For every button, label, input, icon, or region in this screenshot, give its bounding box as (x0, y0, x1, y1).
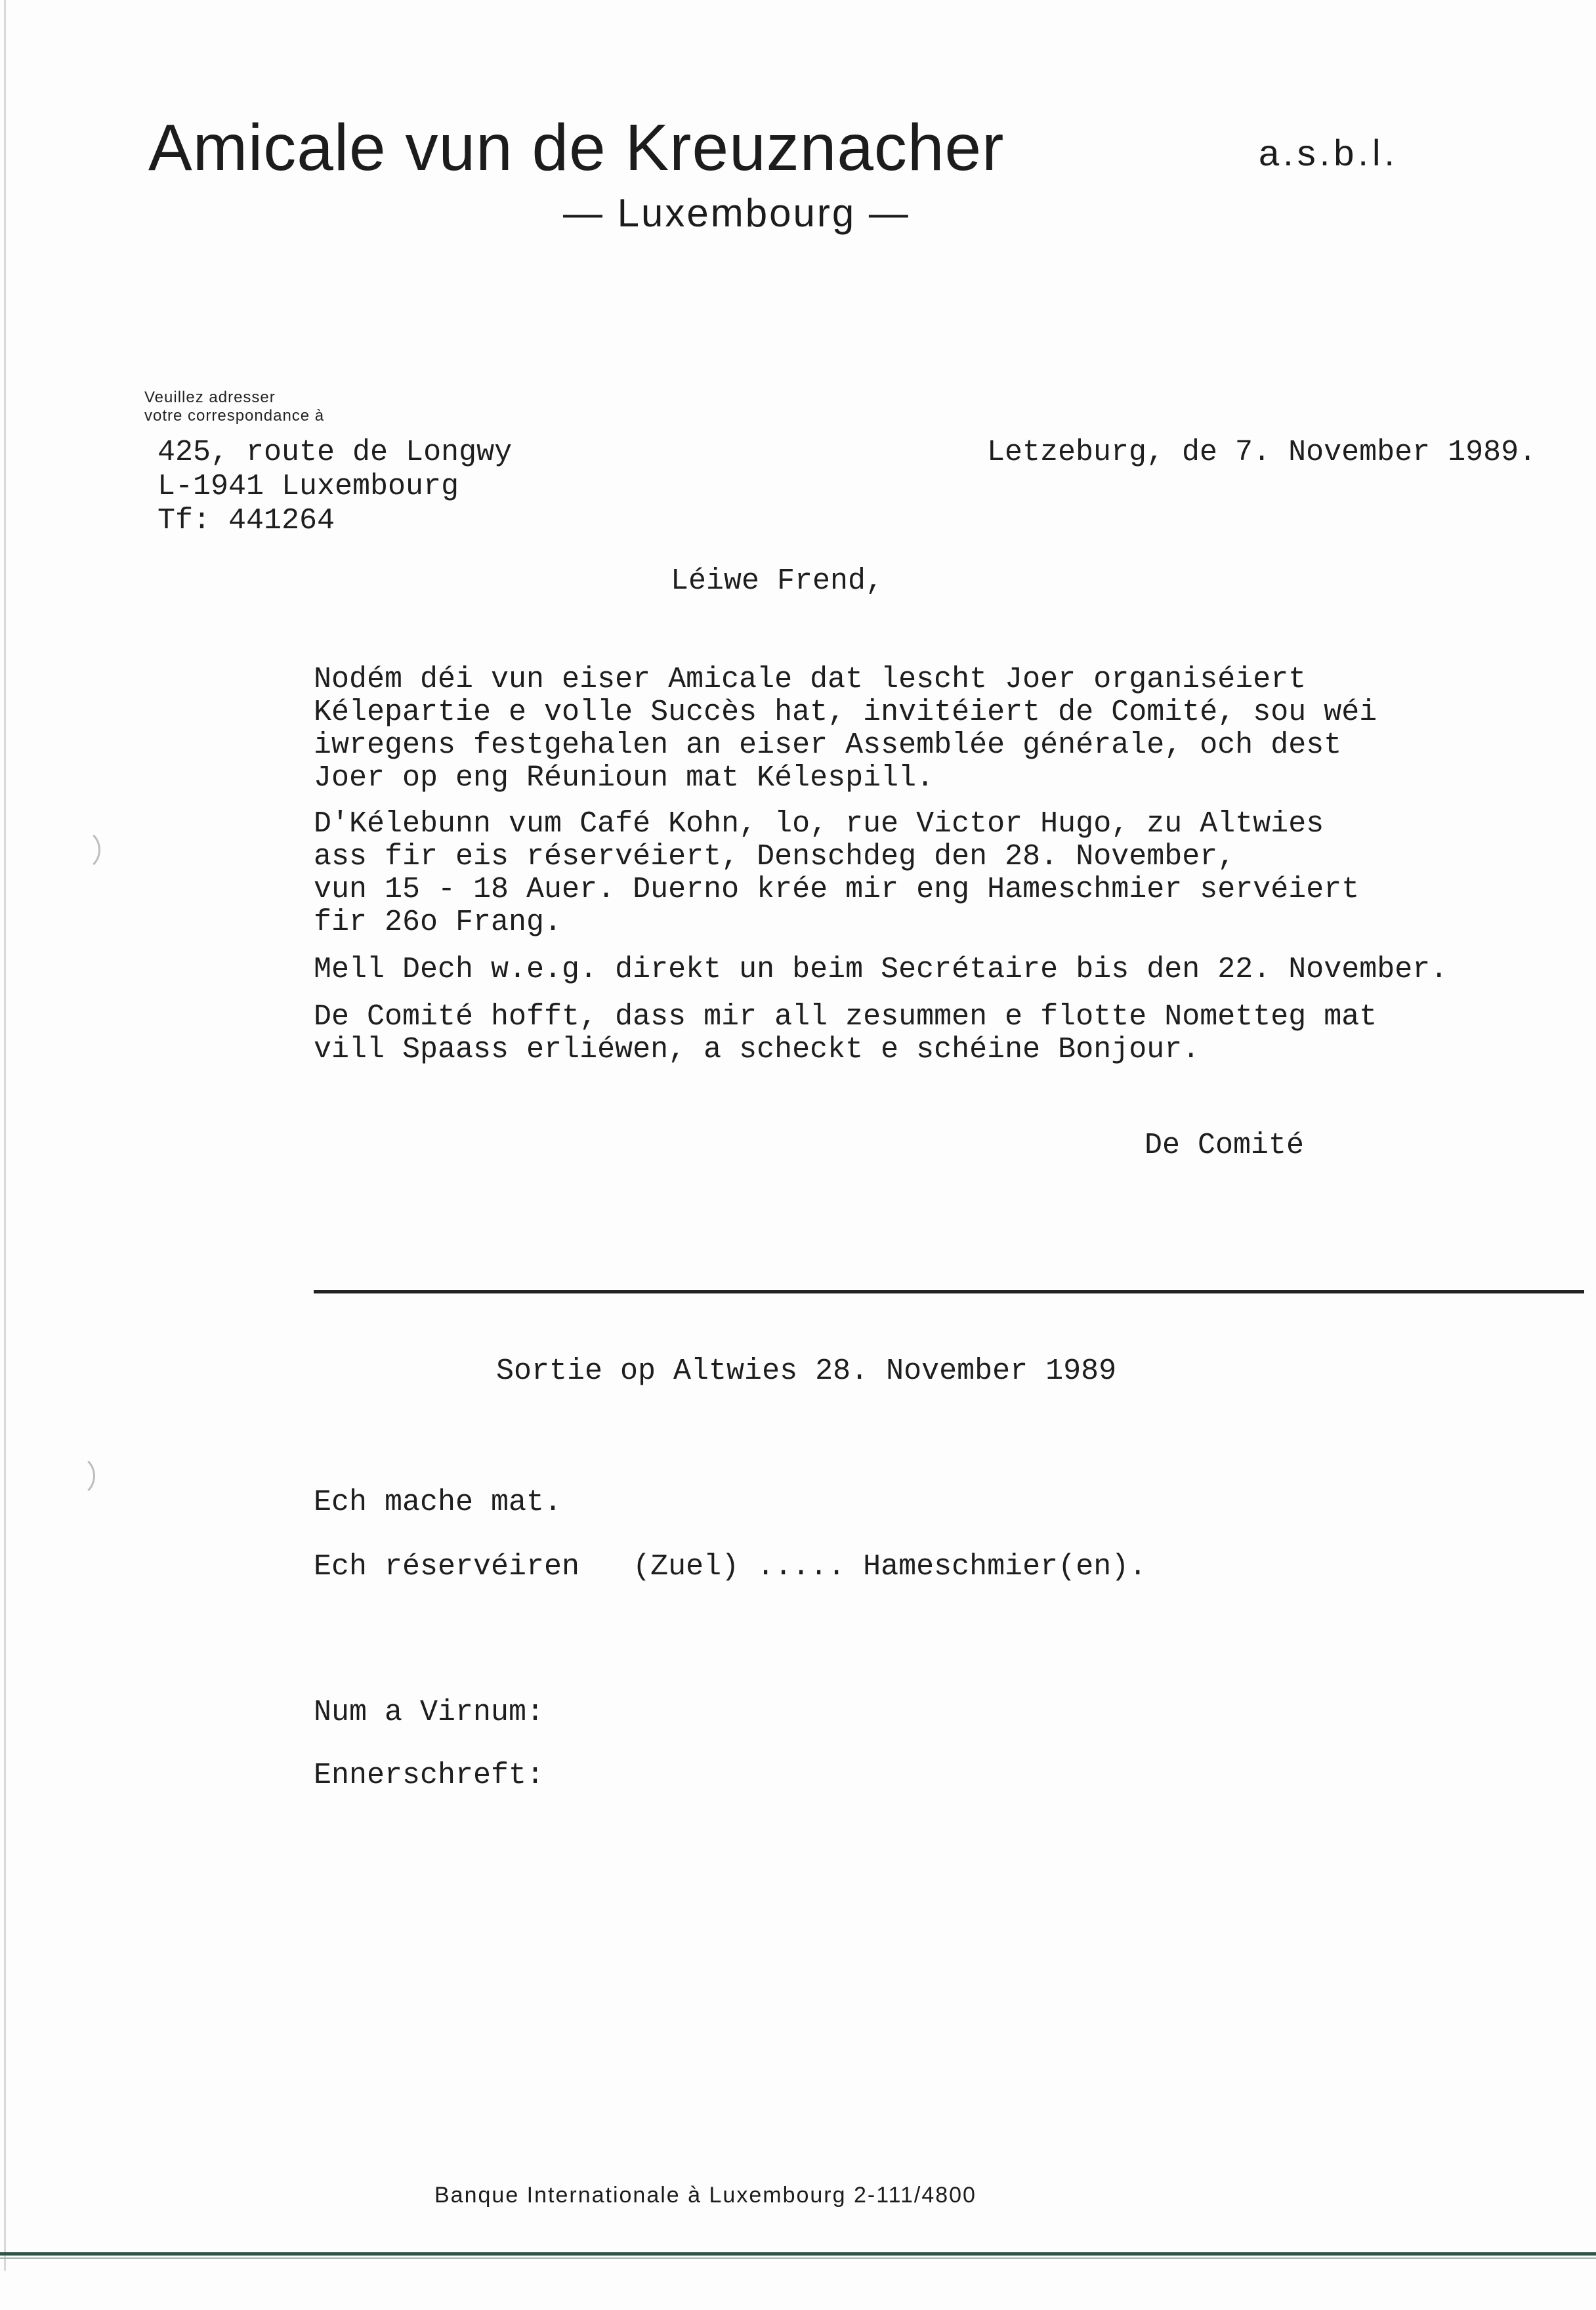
salutation: Léiwe Frend, (671, 564, 884, 598)
name-field-label: Num a Virnum: (314, 1696, 545, 1729)
organization-name: Amicale vun de Kreuznacher (148, 111, 1005, 184)
page-edge-shadow (4, 0, 6, 2271)
reply-form-title: Sortie op Altwies 28. November 1989 (496, 1354, 1117, 1388)
bank-details: Banque Internationale à Luxembourg 2-111/4800 (434, 2183, 976, 2208)
paragraph-1-line: Nodém déi vun eiser Amicale dat lescht Joer organiséiert (314, 663, 1307, 696)
organization-city: — Luxembourg — (563, 191, 910, 235)
paragraph-2-line: fir 26o Frang. (314, 906, 562, 939)
paragraph-1-line: Joer op eng Réunioun mat Kélespill. (314, 761, 934, 795)
paragraph-4-line: De Comité hofft, dass mir all zesummen e flotte Nometteg mat (314, 1000, 1377, 1034)
paragraph-1-line: iwregens festgehalen an eiser Assemblée générale, och dest (314, 728, 1342, 762)
address-phone: Tf: 441264 (158, 504, 335, 537)
address-street: 425, route de Longwy (158, 436, 513, 469)
correspondence-label-line2: votre correspondance à (144, 407, 325, 425)
signature-committee: De Comité (1144, 1129, 1305, 1162)
reply-reservation-line: Ech réservéiren (Zuel) ..... Hameschmier(en). (314, 1550, 1147, 1584)
correspondence-label-line1: Veuillez adresser (144, 388, 276, 406)
paragraph-2-line: ass fir eis réservéiert, Denschdeg den 28. November, (314, 840, 1236, 873)
organization-legal-suffix: a.s.b.l. (1259, 132, 1398, 173)
paragraph-2-line: vun 15 - 18 Auer. Duerno krée mir eng Hameschmier servéiert (314, 873, 1360, 906)
reply-participation-line: Ech mache mat. (314, 1486, 562, 1519)
address-postal: L-1941 Luxembourg (158, 470, 459, 503)
punch-hole-mark (75, 828, 100, 872)
paragraph-3: Mell Dech w.e.g. direkt un beim Secrétaire bis den 22. November. (314, 953, 1448, 986)
letter-date: Letzeburg, de 7. November 1989. (987, 436, 1537, 469)
footer-rule-shadow (0, 2258, 1596, 2259)
form-divider (314, 1290, 1584, 1293)
paragraph-2-line: D'Kélebunn vum Café Kohn, lo, rue Victor Hugo, zu Altwies (314, 807, 1324, 841)
signature-field-label: Ennerschreft: (314, 1759, 545, 1792)
paragraph-1-line: Kélepartie e volle Succès hat, invitéiert de Comité, sou wéi (314, 696, 1377, 729)
punch-hole-mark (70, 1454, 95, 1498)
paragraph-4-line: vill Spaass erliéwen, a scheckt e schéine Bonjour. (314, 1033, 1200, 1066)
footer-rule (0, 2252, 1596, 2256)
